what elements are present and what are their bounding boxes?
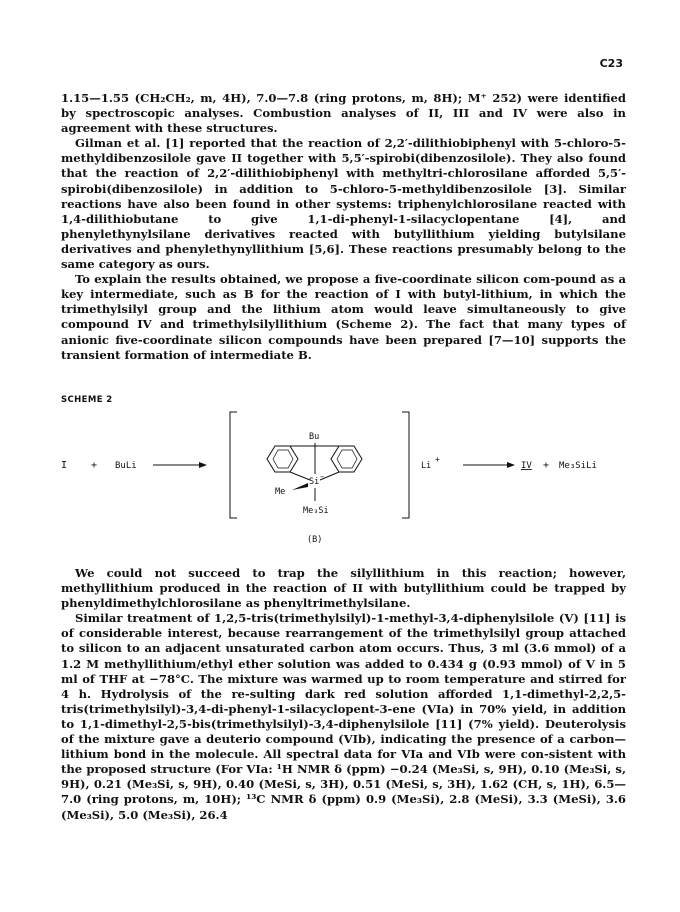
- page-number: C23: [599, 57, 623, 70]
- product-label: IV: [521, 461, 532, 471]
- body-text-bottom: [61, 566, 626, 823]
- right-bracket: [402, 412, 409, 518]
- paragraph: 1.15—1.55 (CH₂CH₂, m, 4H), 7.0—7.8 (ring protons, m, 8H); M⁺ 252) were identified by spectroscopic analyses. Combustion analyses of II, III and IV were also in agreement with these structures.: [61, 91, 626, 136]
- left-bracket: [230, 412, 237, 518]
- counterion: Li: [421, 461, 432, 471]
- substituent-top: Bu: [309, 432, 320, 442]
- arrow-head: [199, 462, 207, 468]
- byproduct-label: Me₃SiLi: [559, 461, 597, 471]
- arrow-head: [507, 462, 515, 468]
- reactant-label: I: [61, 460, 68, 471]
- plus-sign: +: [543, 460, 550, 471]
- paragraph: To explain the results obtained, we propose a five-coordinate silicon com-pound as a key intermediate, such as B for the reaction of I with butyl-lithium, in which the trimethylsilyl group and the lithium atom would leave simultaneously to give compound IV and trimethylsilyllithium (Scheme 2). The fact that many types of anionic five-coordinate silicon compounds have been prepared [7—10] supports the transient formation of intermediate B.: [61, 272, 626, 362]
- substituent-left: Me: [275, 487, 286, 497]
- paragraph: We could not succeed to trap the silyllithium in this reaction; however, methyllithium produced in the reaction of II with butyllithium could be trapped by phenyldimethylchlorosilane as phenyltrimethylsilane.: [61, 566, 626, 611]
- reagent-label: BuLi: [115, 461, 137, 471]
- paragraph: Similar treatment of 1,2,5-tris(trimethylsilyl)-1-methyl-3,4-diphenylsilole (V) [11] is of considerable interest, because rearrangement of the trimethylsilyl group attached to silicon to an adjacent unsaturated carbon atom occurs. Thus, 3 ml (3.6 mmol) of a 1.2 M methyllithium/ethyl ether solution was added to 0.434 g (0.93 mmol) of V in 5 ml of THF at −78°C. The mixture was warmed up to room temperature and stirred for 4 h. Hydrolysis of the re-sulting dark red solution afforded 1,1-dimethyl-2,2,5-tris(trimethylsilyl)-3,4-di-phenyl-1-silacyclopent-3-ene (VIa) in 70% yield, in addition to 1,1-dimethyl-2,5-bis(trimethylsilyl)-3,4-diphenylsilole [11] (7% yield). Deuterolysis of the mixture gave a deuterio compound (VIb), indicating the presence of a carbon—lithium bond in the molecule. All spectral data for VIa and VIb were con-sistent with the proposed structure (For VIa: ¹H NMR δ (ppm) −0.24 (Me₃Si, s, 9H), 0.10 (Me₃Si, s, 9H), 0.21 (Me₃Si, s, 9H), 0.40 (MeSi, s, 3H), 0.51 (MeSi, s, 3H), 1.62 (CH, s, 1H), 6.5—7.0 (ring protons, m, 10H); ¹³C NMR δ (ppm) 0.9 (Me₃Si), 2.8 (MeSi), 3.3 (MeSi), 3.6 (Me₃Si), 5.0 (Me₃Si), 26.4: [61, 611, 626, 822]
- center-charge: −: [320, 473, 325, 481]
- center-atom: Si: [309, 477, 320, 487]
- substituent-bottom: Me₃Si: [303, 506, 329, 516]
- c-si-bond-left: [290, 472, 310, 480]
- aromatic-circle-right: [337, 450, 357, 468]
- reaction-scheme: [61, 410, 626, 550]
- aromatic-circle-left: [273, 450, 293, 468]
- body-text-top: [61, 91, 626, 363]
- plus-sign: +: [91, 460, 98, 471]
- scheme-label: SCHEME 2: [61, 395, 113, 405]
- intermediate-label: (B): [307, 535, 323, 545]
- paragraph: Gilman et al. [1] reported that the reaction of 2,2′-dilithiobiphenyl with 5-chloro-5-methyldibenzosilole gave II together with 5,5′-spirobi(dibenzosilole). They also found that the reaction of 2,2′-dilithiobiphenyl with methyltri-chlorosilane afforded 5,5′-spirobi(dibenzosilole) in addition to 5-chloro-5-methyldibenzosilole [3]. Similar reactions have also been found in other systems: triphenylchlorosilane reacted with 1,4-dilithiobutane to give 1,1-di-phenyl-1-silacyclopentane [4], and phenylethynylsilane derivatives reacted with butyllithium yielding butylsilane derivatives and phenylethynyllithium [5,6]. These reactions presumably belong to the same category as ours.: [61, 136, 626, 272]
- scheme-drawing: [61, 410, 626, 550]
- wedge-bond: [292, 483, 308, 490]
- counterion-charge: +: [435, 455, 440, 464]
